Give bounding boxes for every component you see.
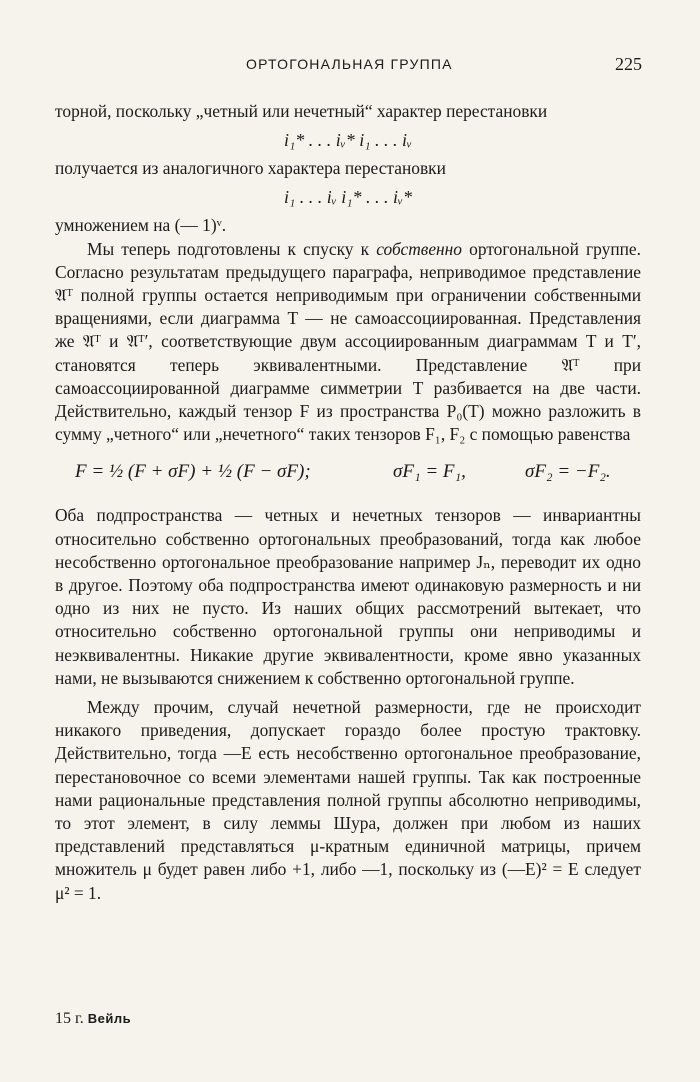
paragraph-6: Между прочим, случай нечетной размерности, где не происходит никакого приведения, допускает гораздо более простую трактовку. Действительно, тогда —E есть несобственно ортогональное преобразование, перестановочное со всеми элементами нашей группы. Так как построенные нами рациональные представления полной группы абсолютно неприводимы, то этот элемент, в силу леммы Шура, должен при любом из наших представлений представляться μ-кратным единичной матрицы, причем множитель μ будет равен либо +1, либо —1, поскольку из (—E)² = E следует μ² = 1. <box>55 697 641 903</box>
running-head-title: ОРТОГОНАЛЬНАЯ ГРУППА <box>246 56 453 72</box>
paragraph-4-start: Мы теперь подготовлены к спуску к <box>87 238 377 259</box>
permutation-formula-2: i₁ . . . iᵥ i₁* . . . iᵥ* <box>283 187 413 208</box>
signature-author: Вейль <box>87 1011 132 1026</box>
signature-line <box>55 1010 131 1028</box>
paragraph-5: Оба подпространства — четных и нечетных тензоров — инвариантны относительно собственно ортогональных преобразований, тогда как любое несобственно ортогональное преобразование например Jₙ, переводит их одно в другое. Поэтому оба подпространства имеют одинаковую размерность и ни одно из них не пусто. Из наших общих рассмотрений вытекает, что относительно собственно ортогональной группы они неприводимы и неэквивалентны. Никакие другие эквивалентности, кроме явно указанных нами, не вызываются снижением к собственно ортогональной группе. <box>55 505 641 688</box>
paragraph-2: получается из аналогичного характера перестановки <box>55 158 446 179</box>
page-number: 225 <box>615 54 642 74</box>
decomposition-equation <box>55 446 641 504</box>
body-text <box>55 100 641 905</box>
equation-F2: σF₂ = −F₂. <box>525 461 611 483</box>
equation-F: F = ½ (F + σF) + ½ (F − σF); <box>75 461 311 483</box>
running-head <box>0 54 700 78</box>
permutation-formula-1: i₁* . . . iᵥ* i₁ . . . iᵥ <box>283 130 413 151</box>
paragraph-3: умножением на (— 1)ᵛ. <box>55 215 227 236</box>
equation-F1: σF₁ = F₁, <box>393 461 466 483</box>
paragraph-4-emphasis: собственно <box>376 238 462 259</box>
paragraph-1: торной, поскольку „четный или нечетный“ характер перестановки <box>55 101 548 121</box>
paragraph-4 <box>55 238 641 447</box>
signature-number: 15 г. <box>55 1010 84 1027</box>
paragraph-4-rest: ортогональной группе. Согласно результатам предыдущего параграфа, неприводимое представление 𝔄ᵀ полной группы остается неприводимым при ограничении собственными вращениями, если диаграмма T — не самоассоциированная. Представления же 𝔄ᵀ и 𝔄ᵀ′, соответствующие двум ассоциированным диаграммам T и T′, становятся теперь эквивалентными. Представление 𝔄ᵀ при самоассоциированной диаграмме симметрии T разбивается на две части. Действительно, каждый тензор F из пространства P₀(T) можно разложить в сумму „четного“ или „нечетного“ таких тензоров F₁, F₂ с помощью равенства <box>55 238 642 445</box>
